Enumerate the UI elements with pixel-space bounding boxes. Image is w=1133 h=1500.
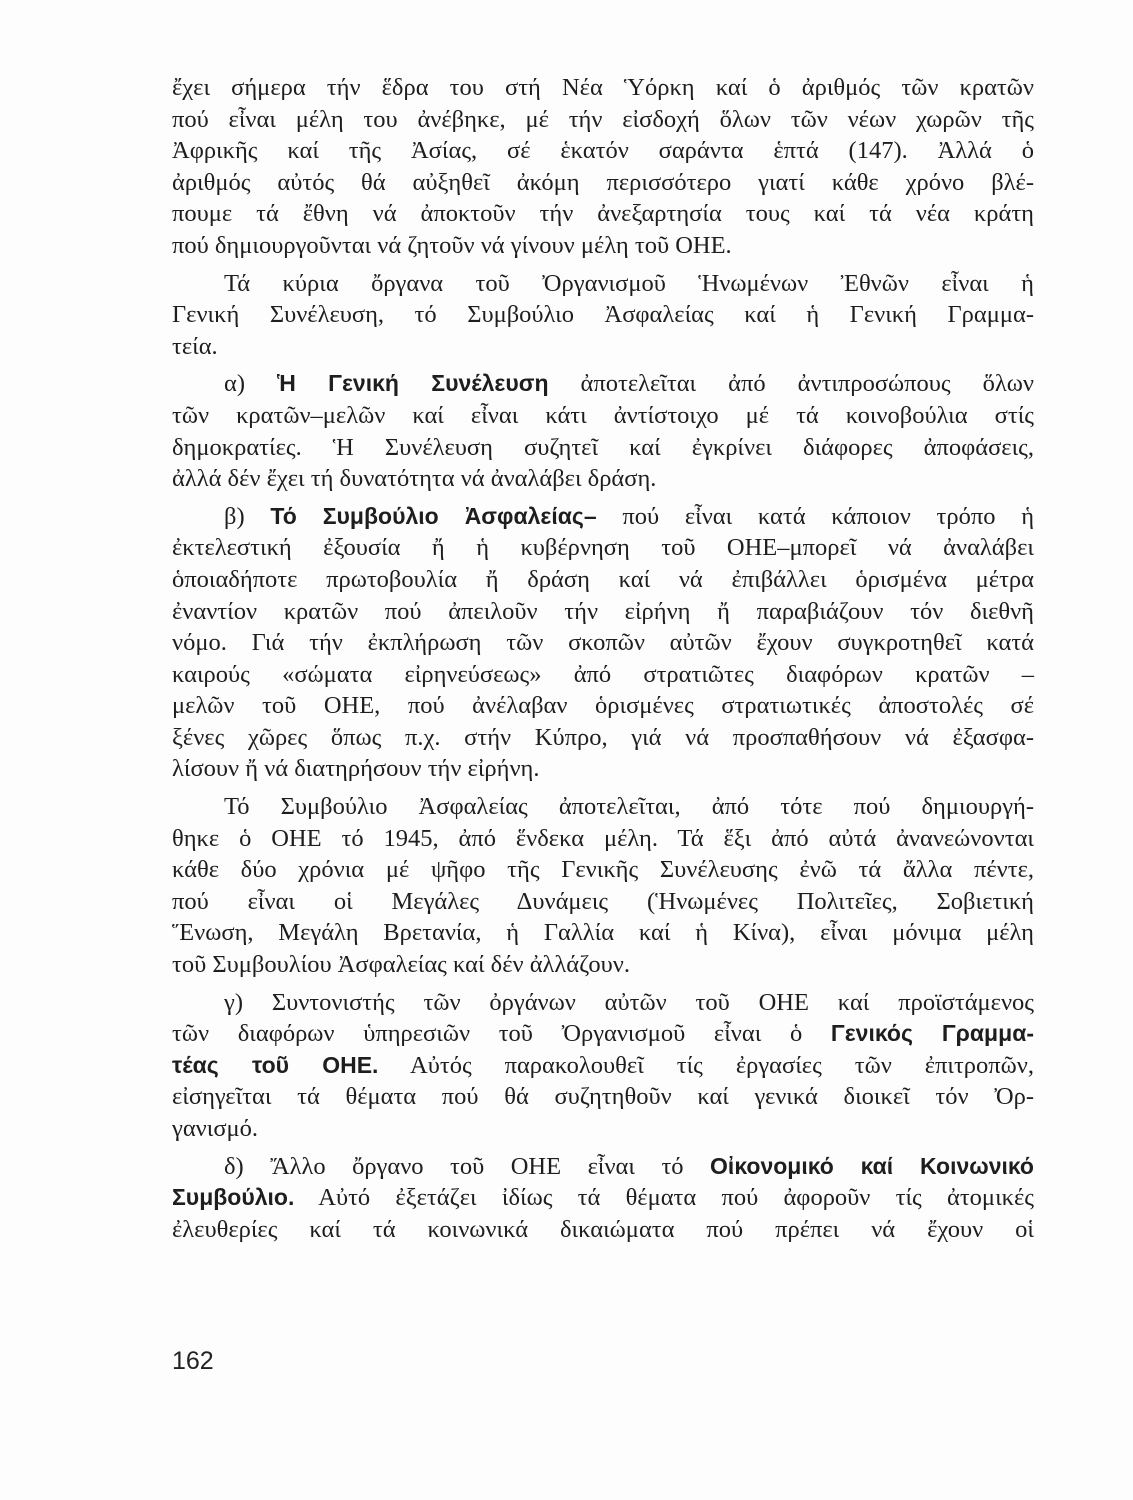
- text-line: πού εἶναι οἱ Μεγάλες Δυνάμεις (Ἡνωμένες Πολιτεῖες, Σοβιετική: [172, 887, 1034, 915]
- text-line: νόμο. Γιά τήν ἐκπλήρωση τῶν σκοπῶν αὐτῶν ἔχουν συγκροτηθεῖ κατά: [172, 629, 1034, 657]
- text-line: Ἀφρικῆς καί τῆς Ἀσίας, σέ ἑκατόν σαράντα ἑπτά (147). Ἀλλά ὁ: [172, 137, 1034, 165]
- text-line: ἐκτελεστική ἐξουσία ἤ ἡ κυβέρνηση τοῦ ΟΗΕ–μπορεῖ νά ἀναλάβει: [172, 534, 1034, 562]
- text-line: λίσουν ἤ νά διατηρήσουν τήν εἰρήνη.: [172, 755, 540, 783]
- text-line: τοῦ Συμβουλίου Ἀσφαλείας καί δέν ἀλλάζουν.: [172, 951, 630, 979]
- paragraph-main-organs: [172, 268, 1034, 363]
- text-line: ἐναντίον κρατῶν πού ἀπειλοῦν τήν εἰρήνη ἤ παραβιάζουν τόν διεθνῆ: [172, 597, 1034, 625]
- text-line: Γενική Συνέλευση, τό Συμβούλιο Ἀσφαλείας καί ἡ Γενική Γραμμα-: [172, 301, 1034, 329]
- paragraph-secretary-general: [172, 987, 1034, 1145]
- text-line: ἔχει σήμερα τήν ἕδρα του στή Νέα Ὑόρκη καί ὁ ἀριθμός τῶν κρατῶν: [172, 74, 1034, 101]
- text-line: τῶν κρατῶν–μελῶν καί εἶναι κάτι ἀντίστοιχο μέ τά κοινοβούλια στίς: [172, 401, 1034, 429]
- text-line: θηκε ὁ ΟΗΕ τό 1945, ἀπό ἕνδεκα μέλη. Τά ἕξι ἀπό αὐτά ἀνανεώνονται: [172, 824, 1034, 852]
- text-line: Τό Συμβούλιο Ἀσφαλείας ἀποτελεῖται, ἀπό τότε πού δημιουργή-: [224, 793, 1034, 821]
- page-number: 162: [172, 1347, 214, 1375]
- paragraph-economic-social-council: [172, 1151, 1034, 1246]
- item-marker: β): [224, 502, 271, 530]
- paragraph-intro: [172, 72, 1034, 262]
- text-line: γανισμό.: [172, 1115, 259, 1142]
- text-line: εἰσηγεῖται τά θέματα πού θά συζητηθοῦν καί γενικά διοικεῖ τόν Ὀρ-: [172, 1083, 1034, 1111]
- text-line: τεία.: [172, 332, 218, 360]
- paragraph-security-council: [172, 501, 1034, 785]
- paragraph-general-assembly: [172, 368, 1034, 494]
- text-line: γ) Συντονιστής τῶν ὀργάνων αὐτῶν τοῦ ΟΗΕ καί προϊστάμενος: [224, 988, 1034, 1016]
- text-line: [172, 1182, 1034, 1214]
- text-span: πού εἶναι κατά κάποιον τρόπο ἡ: [596, 502, 1035, 530]
- text-span: τῶν διαφόρων ὑπηρεσιῶν τοῦ Ὀργανισμοῦ εἶναι ὁ: [172, 1020, 831, 1048]
- text-line: [172, 1151, 1034, 1183]
- text-line: πού δημιουργοῦνται νά ζητοῦν νά γίνουν μέλη τοῦ ΟΗΕ.: [172, 231, 732, 259]
- text-line: ὁποιαδήποτε πρωτοβουλία ἤ δράση καί νά ἐπιβάλλει ὁρισμένα μέτρα: [172, 565, 1034, 593]
- text-span: δ) Ἄλλο ὄργανο τοῦ ΟΗΕ εἶναι τό: [224, 1152, 711, 1180]
- term-secretary-general: Γενικός Γραμμα-: [830, 1020, 1034, 1047]
- text-line: [172, 1018, 1034, 1050]
- term-security-council: Τό Συμβούλιο Ἀσφαλείας–: [270, 502, 597, 529]
- text-span: ἀποτελεῖται ἀπό ἀντιπροσώπους ὅλων: [548, 370, 1034, 398]
- text-line: κάθε δύο χρόνια μέ ψῆφο τῆς Γενικῆς Συνέλευσης ἐνῶ τά ἄλλα πέντε,: [172, 856, 1034, 884]
- term-economic-social-council: Οἰκονομικό καί Κοινωνικό: [710, 1152, 1034, 1179]
- text-line: [172, 501, 1034, 533]
- text-line: δημοκρατίες. Ἡ Συνέλευση συζητεῖ καί ἐγκρίνει διάφορες ἀποφάσεις,: [172, 433, 1034, 461]
- text-line: καιρούς «σώματα εἰρηνεύσεως» ἀπό στρατιῶτες διαφόρων κρατῶν –: [172, 660, 1034, 688]
- page-body: [172, 72, 1034, 1251]
- text-line: πουμε τά ἔθνη νά ἀποκτοῦν τήν ἀνεξαρτησία τους καί τά νέα κράτη: [172, 200, 1034, 228]
- item-marker: α): [224, 370, 278, 398]
- text-line: Τά κύρια ὄργανα τοῦ Ὀργανισμοῦ Ἡνωμένων Ἐθνῶν εἶναι ἡ: [224, 269, 1034, 297]
- text-span: Αὐτός παρακολουθεῖ τίς ἐργασίες τῶν ἐπιτροπῶν,: [378, 1051, 1034, 1079]
- text-line: ἐλευθερίες καί τά κοινωνικά δικαιώματα πού πρέπει νά ἔχουν οἱ: [172, 1215, 1034, 1243]
- text-line: ξένες χῶρες ὅπως π.χ. στήν Κύπρο, γιά νά προσπαθήσουν νά ἐξασφα-: [172, 723, 1034, 751]
- text-line: πού εἶναι μέλη του ἀνέβηκε, μέ τήν εἰσδοχή ὅλων τῶν νέων χωρῶν τῆς: [172, 105, 1034, 133]
- text-line: [172, 368, 1034, 400]
- text-line: μελῶν τοῦ ΟΗΕ, πού ἀνέλαβαν ὁρισμένες στρατιωτικές ἀποστολές σέ: [172, 692, 1034, 720]
- text-span: Αὐτό ἐξετάζει ἰδίως τά θέματα πού ἀφοροῦν τίς ἀτομικές: [294, 1184, 1034, 1212]
- term-general-assembly: Ἡ Γενική Συνέλευση: [277, 370, 549, 397]
- text-line: ἀριθμός αὐτός θά αὐξηθεῖ ἀκόμη περισσότερο γιατί κάθε χρόνο βλέ-: [172, 168, 1034, 196]
- paragraph-council-members: [172, 791, 1034, 981]
- text-line: [172, 1050, 1034, 1082]
- text-line: ἀλλά δέν ἔχει τή δυνατότητα νά ἀναλάβει δράση.: [172, 465, 657, 493]
- text-line: Ἕνωση, Μεγάλη Βρετανία, ἡ Γαλλία καί ἡ Κίνα), εἶναι μόνιμα μέλη: [172, 919, 1034, 947]
- term-secretary-general-cont: τέας τοῦ ΟΗΕ.: [172, 1051, 379, 1078]
- term-council: Συμβούλιο.: [172, 1184, 295, 1211]
